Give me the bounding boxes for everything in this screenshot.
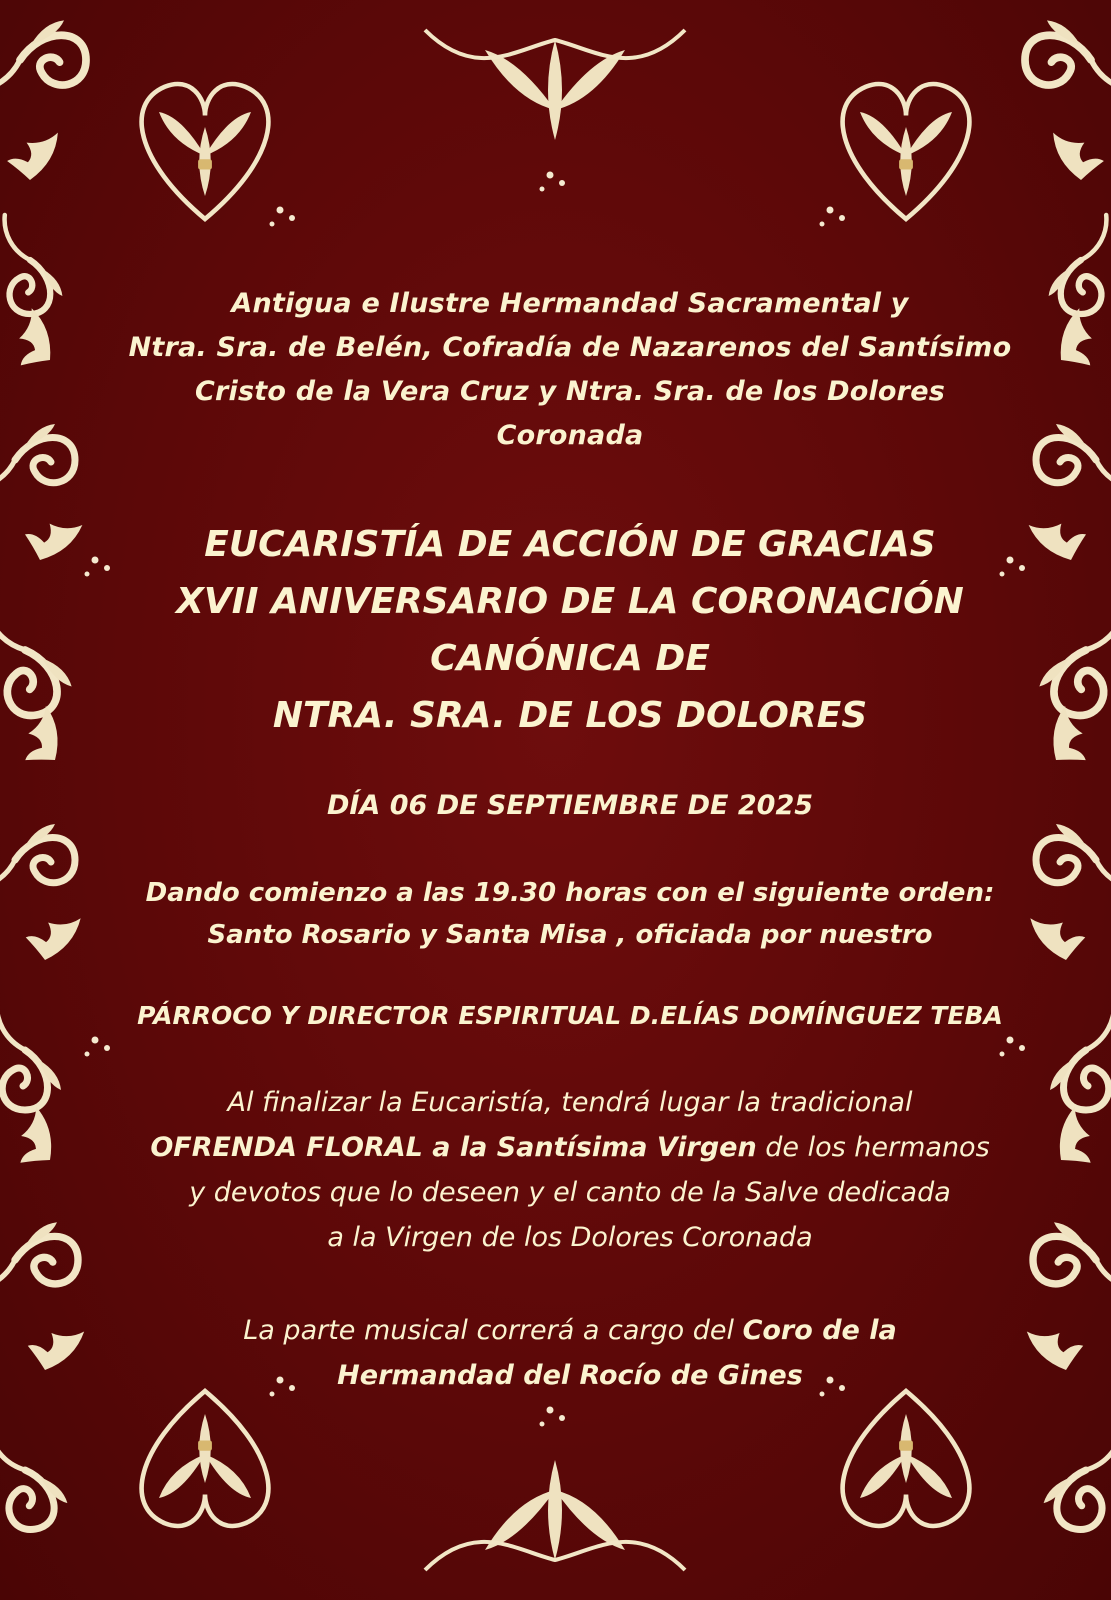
brotherhood-name-line: Antigua e Ilustre Hermandad Sacramental y (231, 288, 909, 319)
music-line (120, 1308, 1020, 1353)
schedule-line: Dando comienzo a las 19.30 horas con el siguiente orden: (145, 878, 995, 908)
event-date: DÍA 06 DE SEPTIEMBRE DE 2025 (326, 790, 814, 821)
event-title-line: XVII ANIVERSARIO DE LA CORONACIÓN (176, 581, 964, 622)
brotherhood-name-line: Ntra. Sra. de Belén, Cofradía de Nazarenos del Santísimo (128, 332, 1012, 363)
event-schedule (120, 872, 1020, 956)
offering-line: y devotos que lo deseen y el canto de la Salve dedicada (189, 1177, 951, 1208)
music-credit (120, 1308, 1020, 1398)
music-line (120, 1353, 1020, 1398)
offering-line-rest: de los hermanos (756, 1132, 990, 1163)
invitation-content (120, 282, 1020, 1398)
offering-highlight: OFRENDA FLORAL a la Santísima Virgen (150, 1132, 757, 1163)
offering-line (120, 1125, 1020, 1170)
offering-line: Al finalizar la Eucaristía, tendrá lugar la tradicional (227, 1087, 913, 1118)
brotherhood-name-line: Cristo de la Vera Cruz y Ntra. Sra. de los Dolores Coronada (195, 376, 945, 451)
schedule-line: Santo Rosario y Santa Misa , oficiada por nuestro (207, 920, 933, 950)
event-title-line: CANÓNICA DE (430, 638, 710, 679)
offering-line: a la Virgen de los Dolores Coronada (327, 1222, 813, 1253)
event-title (120, 516, 1020, 744)
event-title-line: EUCARISTÍA DE ACCIÓN DE GRACIAS (204, 524, 936, 565)
floral-offering-text (120, 1080, 1020, 1260)
choir-name-part: Hermandad del Rocío de Gines (337, 1360, 803, 1391)
brotherhood-name (120, 282, 1020, 458)
music-intro: La parte musical correrá a cargo del (243, 1315, 743, 1346)
choir-name-part: Coro de la (742, 1315, 897, 1346)
officiant: PÁRROCO Y DIRECTOR ESPIRITUAL D.ELÍAS DOMÍNGUEZ TEBA (137, 1001, 1003, 1030)
event-title-line: NTRA. SRA. DE LOS DOLORES (272, 695, 868, 736)
